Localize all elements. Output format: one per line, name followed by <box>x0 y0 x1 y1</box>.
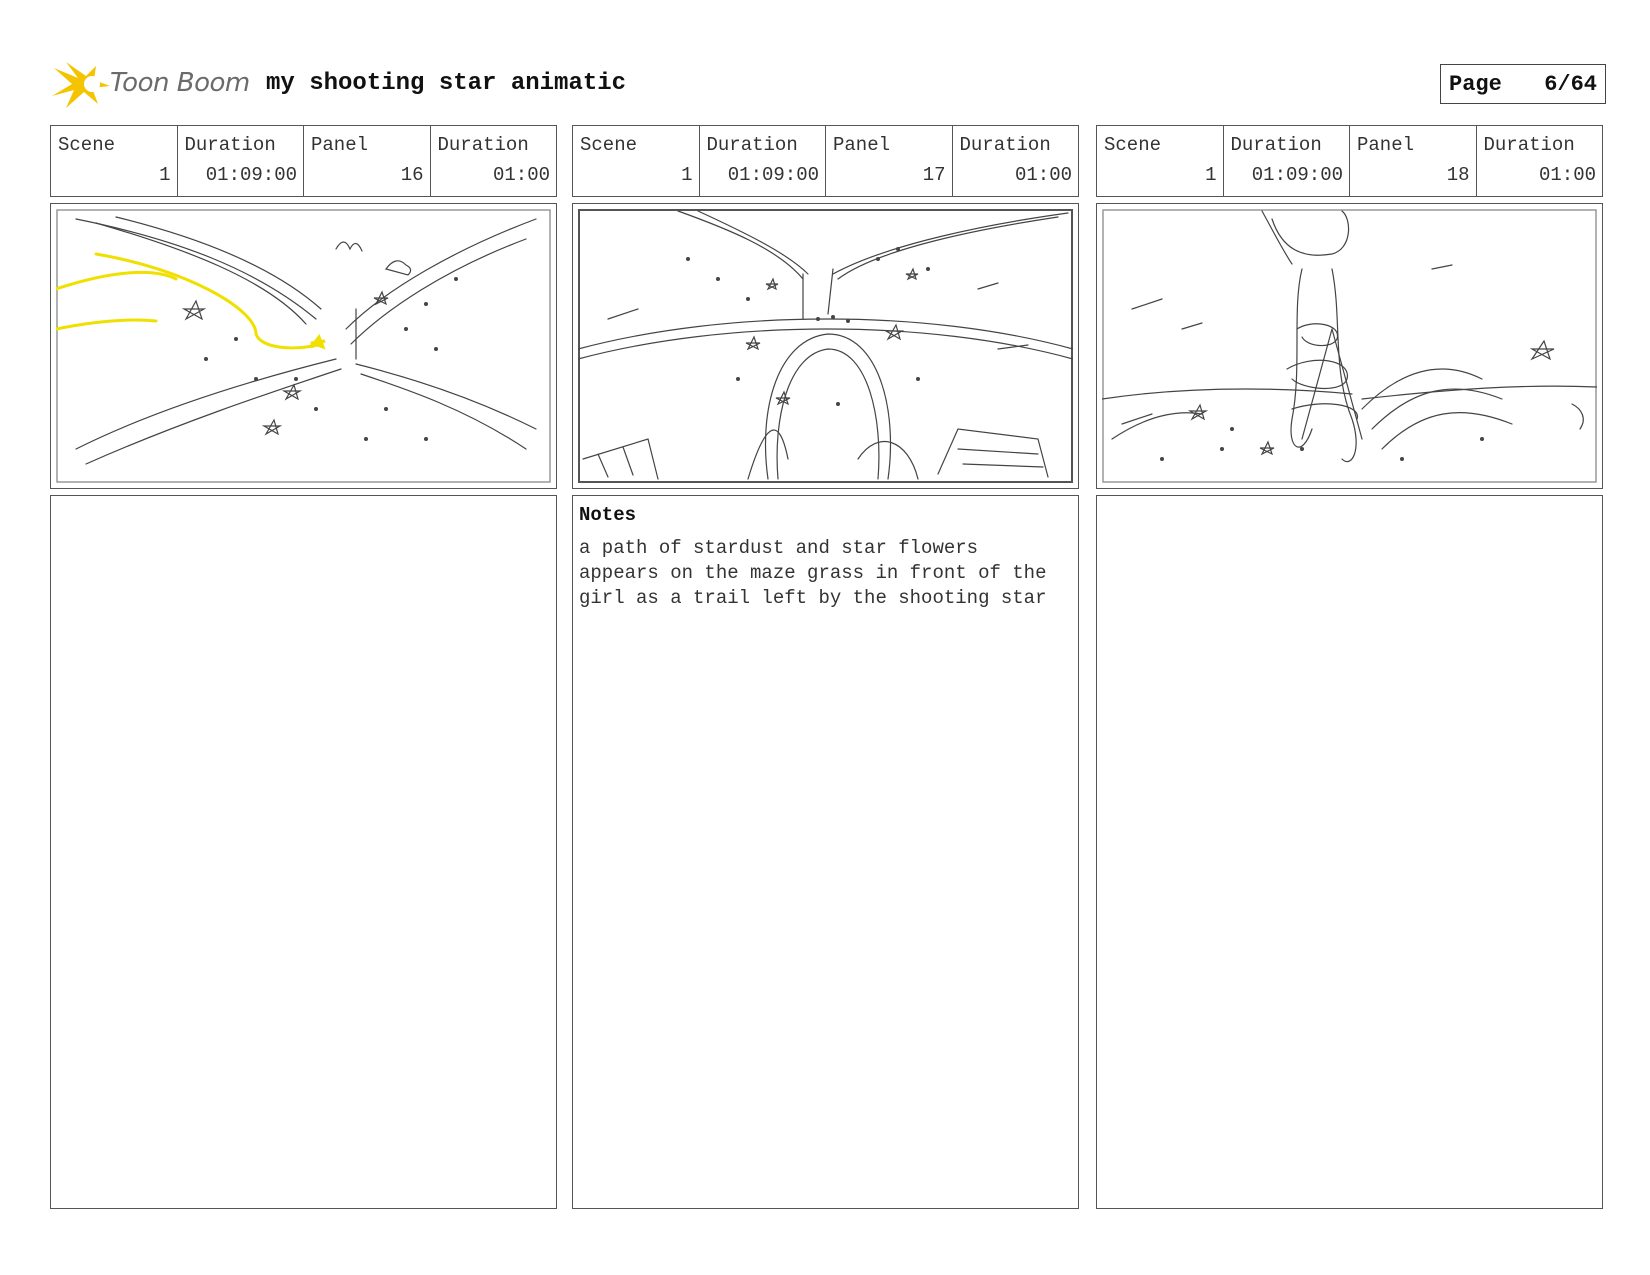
panel-cell <box>304 126 431 196</box>
panel-label: Panel <box>311 134 369 156</box>
scene-cell <box>573 126 700 196</box>
duration-label: Duration <box>437 134 529 156</box>
scene-label: Scene <box>580 134 638 156</box>
panel-info-bar <box>50 125 557 197</box>
scene-cell <box>1097 126 1224 196</box>
panel-duration: 01:00 <box>1538 164 1596 186</box>
shooting-star-sketch <box>56 209 551 483</box>
panel-duration-cell <box>431 126 557 196</box>
scene-label: Scene <box>1104 134 1162 156</box>
scene-label: Scene <box>58 134 116 156</box>
notes-area[interactable] <box>572 495 1079 1209</box>
panel-info-bar <box>572 125 1079 197</box>
panel-duration: 01:00 <box>492 164 550 186</box>
scene-duration-cell <box>700 126 827 196</box>
duration-label: Duration <box>959 134 1051 156</box>
scene-number: 1 <box>159 164 171 186</box>
girl-trail-sketch <box>1102 209 1597 483</box>
page-label: Page <box>1449 71 1502 97</box>
scene-duration: 01:09:00 <box>205 164 297 186</box>
panel-number: 16 <box>400 164 424 186</box>
shooting-star-logo-icon <box>52 58 112 110</box>
notes-area[interactable] <box>1096 495 1603 1209</box>
document-title: my shooting star animatic <box>266 70 627 97</box>
panel-number: 17 <box>922 164 946 186</box>
scene-cell <box>51 126 178 196</box>
panel-cell <box>826 126 953 196</box>
panel-info-bar <box>1096 125 1603 197</box>
duration-label: Duration <box>1483 134 1575 156</box>
panel-cell <box>1350 126 1477 196</box>
panel-label: Panel <box>833 134 891 156</box>
notes-text: a path of stardust and star flowers appears on the maze grass in front of the girl as a trail left by the shooting star <box>579 537 1047 609</box>
logo-wordmark: Toon Boom <box>110 68 250 98</box>
duration-label: Duration <box>1230 134 1322 156</box>
scene-duration: 01:09:00 <box>1251 164 1343 186</box>
notes-heading: Notes <box>579 504 637 526</box>
page-indicator <box>1440 64 1606 104</box>
scene-duration: 01:09:00 <box>727 164 819 186</box>
panel-duration-cell <box>1477 126 1603 196</box>
panel-duration: 01:00 <box>1014 164 1072 186</box>
panel-duration-cell <box>953 126 1079 196</box>
storyboard-frame[interactable] <box>50 203 557 489</box>
panel-number: 18 <box>1446 164 1470 186</box>
duration-label: Duration <box>184 134 276 156</box>
scene-number: 1 <box>1205 164 1217 186</box>
stardust-path-sketch <box>578 209 1073 483</box>
storyboard-frame[interactable] <box>572 203 1079 489</box>
scene-duration-cell <box>1224 126 1351 196</box>
page-number: 6/64 <box>1544 71 1597 97</box>
scene-number: 1 <box>681 164 693 186</box>
duration-label: Duration <box>706 134 798 156</box>
notes-area[interactable] <box>50 495 557 1209</box>
storyboard-frame[interactable] <box>1096 203 1603 489</box>
panel-label: Panel <box>1357 134 1415 156</box>
scene-duration-cell <box>178 126 305 196</box>
